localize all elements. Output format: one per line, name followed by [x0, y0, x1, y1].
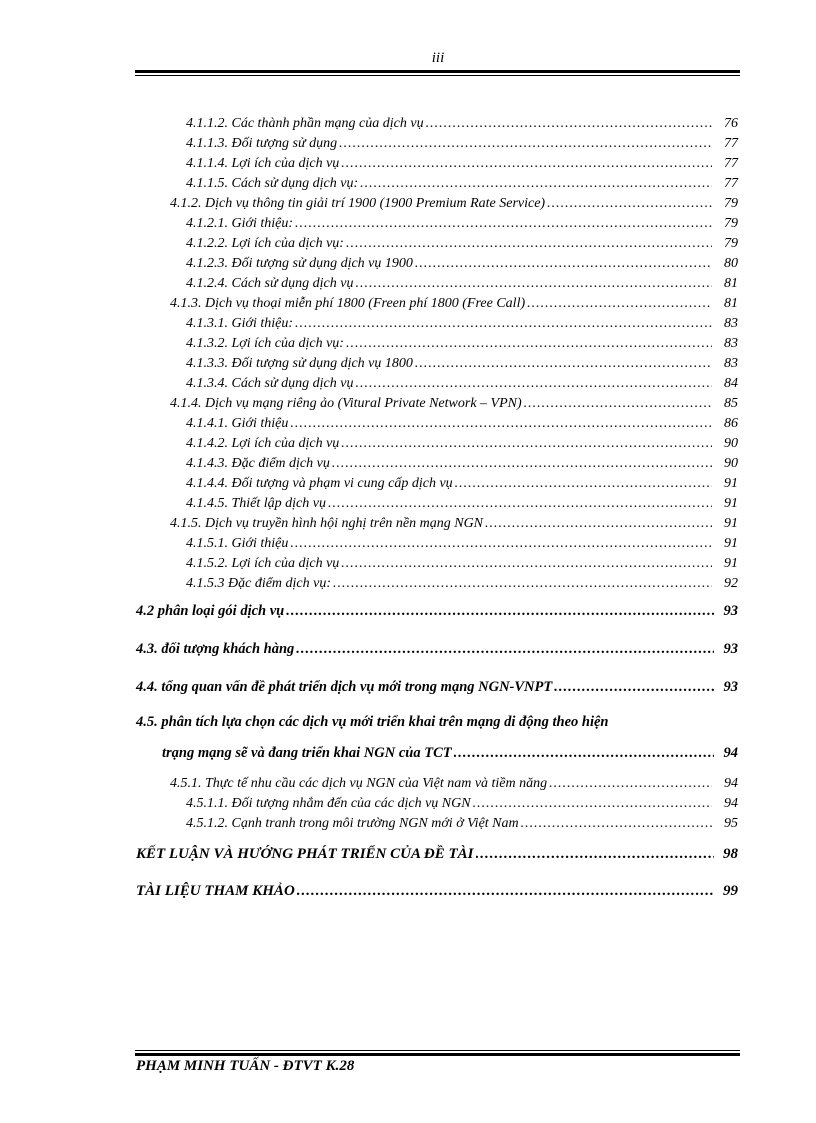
toc-entry[interactable]: [186, 215, 738, 233]
leader-dots: [328, 495, 712, 513]
leader-dots: [415, 355, 712, 373]
toc-entry-page: 81: [724, 296, 738, 311]
leader-dots: [296, 640, 714, 658]
leader-dots: [286, 602, 714, 620]
toc-entry[interactable]: [170, 195, 738, 213]
leader-dots: [355, 375, 712, 393]
toc-entry-page: 79: [724, 236, 738, 251]
toc-entry-label: 4.1.1.5. Cách sử dụng dịch vụ:: [186, 176, 359, 191]
toc-entry-page: 90: [724, 456, 738, 471]
toc-entry[interactable]: [170, 295, 738, 313]
leader-dots: [426, 115, 712, 133]
toc-entry-label: 4.1.2. Dịch vụ thông tin giải trí 1900 (1900 Premium Rate Service): [170, 196, 546, 211]
leader-dots: [473, 795, 712, 813]
toc-entry-page: 83: [724, 316, 738, 331]
leader-dots: [485, 515, 712, 533]
toc-entry-label: 4.1.4.2. Lợi ích của dịch vụ: [186, 436, 340, 451]
toc-entry-page: 80: [724, 256, 738, 271]
leader-dots: [341, 555, 712, 573]
leader-dots: [527, 295, 712, 313]
toc-entry-main[interactable]: [136, 640, 738, 658]
toc-entry-label: 4.1.1.4. Lợi ích của dịch vụ: [186, 156, 340, 171]
toc-entry[interactable]: [186, 475, 738, 493]
leader-dots: [297, 882, 714, 900]
toc-entry-page: 94: [724, 796, 738, 811]
toc-entry-page: 81: [724, 276, 738, 291]
toc-entry-page: 83: [724, 356, 738, 371]
leader-dots: [290, 415, 712, 433]
leader-dots: [521, 815, 712, 833]
toc-entry-page: 93: [723, 603, 738, 619]
leader-dots: [339, 135, 712, 153]
toc-entry-page: 91: [724, 536, 738, 551]
toc-entry-chapter[interactable]: [136, 845, 738, 863]
leader-dots: [524, 395, 712, 413]
toc-entry-page: 91: [724, 556, 738, 571]
footer-rule-thin: [135, 1050, 740, 1051]
toc-entry-page: 79: [724, 216, 738, 231]
toc-entry-label: 4.1.1.3. Đối tượng sử dụng: [186, 136, 338, 151]
toc-entry[interactable]: [186, 175, 738, 193]
toc-entry-label: 4.1.2.2. Lợi ích của dịch vụ:: [186, 236, 344, 251]
toc-entry-label: 4.1.2.4. Cách sử dụng dịch vụ: [186, 276, 354, 291]
toc-entry-page: 98: [723, 846, 738, 862]
toc-entry-label: 4.1.4.3. Đặc điểm dịch vụ: [186, 456, 330, 471]
toc-entry-main[interactable]: [162, 744, 738, 762]
toc-entry-label: trạng mạng sẽ và đang triển khai NGN của TCT: [162, 745, 452, 761]
toc-entry-page: 79: [724, 196, 738, 211]
footer-rule: [135, 1053, 740, 1056]
toc-entry[interactable]: [186, 415, 738, 433]
page-number-roman: iii: [431, 50, 445, 66]
toc-entry-label: 4.1.4.5. Thiết lập dịch vụ: [186, 496, 326, 511]
header-rule: [135, 70, 740, 73]
leader-dots: [295, 215, 712, 233]
toc-entry-page: 77: [724, 176, 738, 191]
toc-entry[interactable]: [186, 375, 738, 393]
toc-entry[interactable]: [186, 355, 738, 373]
toc-entry-main[interactable]: [136, 602, 738, 620]
leader-dots: [332, 455, 712, 473]
toc-entry[interactable]: [170, 395, 738, 413]
leader-dots: [346, 335, 712, 353]
leader-dots: [547, 195, 712, 213]
toc-entry-label: 4.1.3.3. Đối tượng sử dụng dịch vụ 1800: [186, 356, 413, 371]
toc-entry[interactable]: [186, 135, 738, 153]
toc-entry-label: 4.1.1.2. Các thành phần mạng của dịch vụ: [186, 116, 424, 131]
leader-dots: [341, 435, 712, 453]
toc-entry-page: 91: [724, 476, 738, 491]
toc-entry-label: 4.1.5.1. Giới thiệu: [186, 536, 289, 551]
header-rule-thin: [135, 75, 740, 76]
toc-entry-label: TÀI LIỆU THAM KHẢO: [136, 883, 295, 899]
toc-entry[interactable]: [186, 795, 738, 813]
toc-entry-label: 4.3. đối tượng khách hàng: [136, 641, 295, 657]
leader-dots: [549, 775, 712, 793]
toc-entry[interactable]: [170, 515, 738, 533]
toc-entry-main[interactable]: [136, 678, 738, 696]
toc-entry-label: 4.1.3. Dịch vụ thoại miễn phí 1800 (Freen phí 1800 (Free Call): [170, 296, 526, 311]
toc-entry-page: 99: [723, 883, 738, 899]
toc-entry-page: 94: [723, 745, 738, 761]
toc-entry-page: 84: [724, 376, 738, 391]
toc-entry[interactable]: [186, 315, 738, 333]
toc-entry-label: 4.1.5.2. Lợi ích của dịch vụ: [186, 556, 340, 571]
toc-entry-page: 91: [724, 496, 738, 511]
toc-entry[interactable]: [186, 155, 738, 173]
toc-entry[interactable]: [186, 575, 738, 593]
leader-dots: [415, 255, 712, 273]
leader-dots: [455, 475, 712, 493]
toc-entry[interactable]: [186, 495, 738, 513]
leader-dots: [333, 575, 712, 593]
toc-entry-page: 93: [723, 679, 738, 695]
toc-entry[interactable]: [186, 535, 738, 553]
toc-entry[interactable]: [186, 815, 738, 833]
toc-entry[interactable]: [186, 275, 738, 293]
leader-dots: [454, 744, 714, 762]
leader-dots: [360, 175, 712, 193]
toc-entry-page: 83: [724, 336, 738, 351]
toc-entry[interactable]: [186, 235, 738, 253]
leader-dots: [346, 235, 712, 253]
toc-entry-page: 92: [724, 576, 738, 591]
toc-entry-label: 4.1.3.4. Cách sử dụng dịch vụ: [186, 376, 354, 391]
toc-entry-page: 76: [724, 116, 738, 131]
toc-entry-label: 4.5.1.1. Đối tượng nhắm đến của các dịch vụ NGN: [186, 796, 471, 811]
leader-dots: [554, 678, 714, 696]
toc-entry-label: 4.1.5.3 Đặc điểm dịch vụ:: [186, 576, 332, 591]
leader-dots: [341, 155, 712, 173]
toc-entry-label: 4.1.2.3. Đối tượng sử dụng dịch vụ 1900: [186, 256, 413, 271]
toc-entry-label: 4.1.3.1. Giới thiệu:: [186, 316, 294, 331]
toc-entry-page: 77: [724, 156, 738, 171]
toc-entry[interactable]: [186, 115, 738, 133]
toc-entry-label: 4.1.5. Dịch vụ truyền hình hội nghị trên nền mạng NGN: [170, 516, 484, 531]
leader-dots: [355, 275, 712, 293]
toc-entry-label: 4.1.3.2. Lợi ích của dịch vụ:: [186, 336, 344, 351]
footer-author: PHẠM MINH TUẤN - ĐTVT K.28: [136, 1058, 355, 1074]
leader-dots: [476, 845, 715, 863]
toc-entry-label: 4.1.2.1. Giới thiệu:: [186, 216, 294, 231]
toc-entry-page: 90: [724, 436, 738, 451]
toc-entry-label: KẾT LUẬN VÀ HƯỚNG PHÁT TRIỂN CỦA ĐỀ TÀI: [136, 846, 474, 862]
toc-entry-page: 93: [723, 641, 738, 657]
toc-entry-main-line1[interactable]: 4.5. phân tích lựa chọn các dịch vụ mới triển khai trên mạng di động theo hiện: [136, 714, 609, 730]
toc-entry[interactable]: [186, 335, 738, 353]
toc-entry-page: 95: [724, 816, 738, 831]
toc-entry-label: 4.1.4. Dịch vụ mạng riêng ảo (Vitural Private Network – VPN): [170, 396, 522, 411]
toc-entry[interactable]: [186, 255, 738, 273]
toc-entry-page: 77: [724, 136, 738, 151]
toc-entry-label: 4.1.4.1. Giới thiệu: [186, 416, 289, 431]
toc-entry[interactable]: [186, 455, 738, 473]
toc-entry-label: 4.2 phân loại gói dịch vụ: [136, 603, 285, 619]
leader-dots: [290, 535, 712, 553]
toc-entry-label: 4.4. tổng quan vấn đề phát triển dịch vụ mới trong mạng NGN-VNPT: [136, 679, 553, 695]
toc-entry-page: 86: [724, 416, 738, 431]
toc-entry-label: 4.1.4.4. Đối tượng và phạm vi cung cấp dịch vụ: [186, 476, 453, 491]
toc-entry[interactable]: [186, 435, 738, 453]
toc-entry-page: 94: [724, 776, 738, 791]
toc-entry-chapter[interactable]: [136, 882, 738, 900]
toc-entry-label: 4.5.1.2. Cạnh tranh trong môi trường NGN mới ở Việt Nam: [186, 816, 519, 831]
leader-dots: [295, 315, 712, 333]
toc-entry[interactable]: [170, 775, 738, 793]
toc-entry-label: 4.5.1. Thực tế nhu cầu các dịch vụ NGN của Việt nam và tiềm năng: [170, 776, 548, 791]
toc-entry-page: 85: [724, 396, 738, 411]
toc-entry[interactable]: [186, 555, 738, 573]
toc-entry-page: 91: [724, 516, 738, 531]
